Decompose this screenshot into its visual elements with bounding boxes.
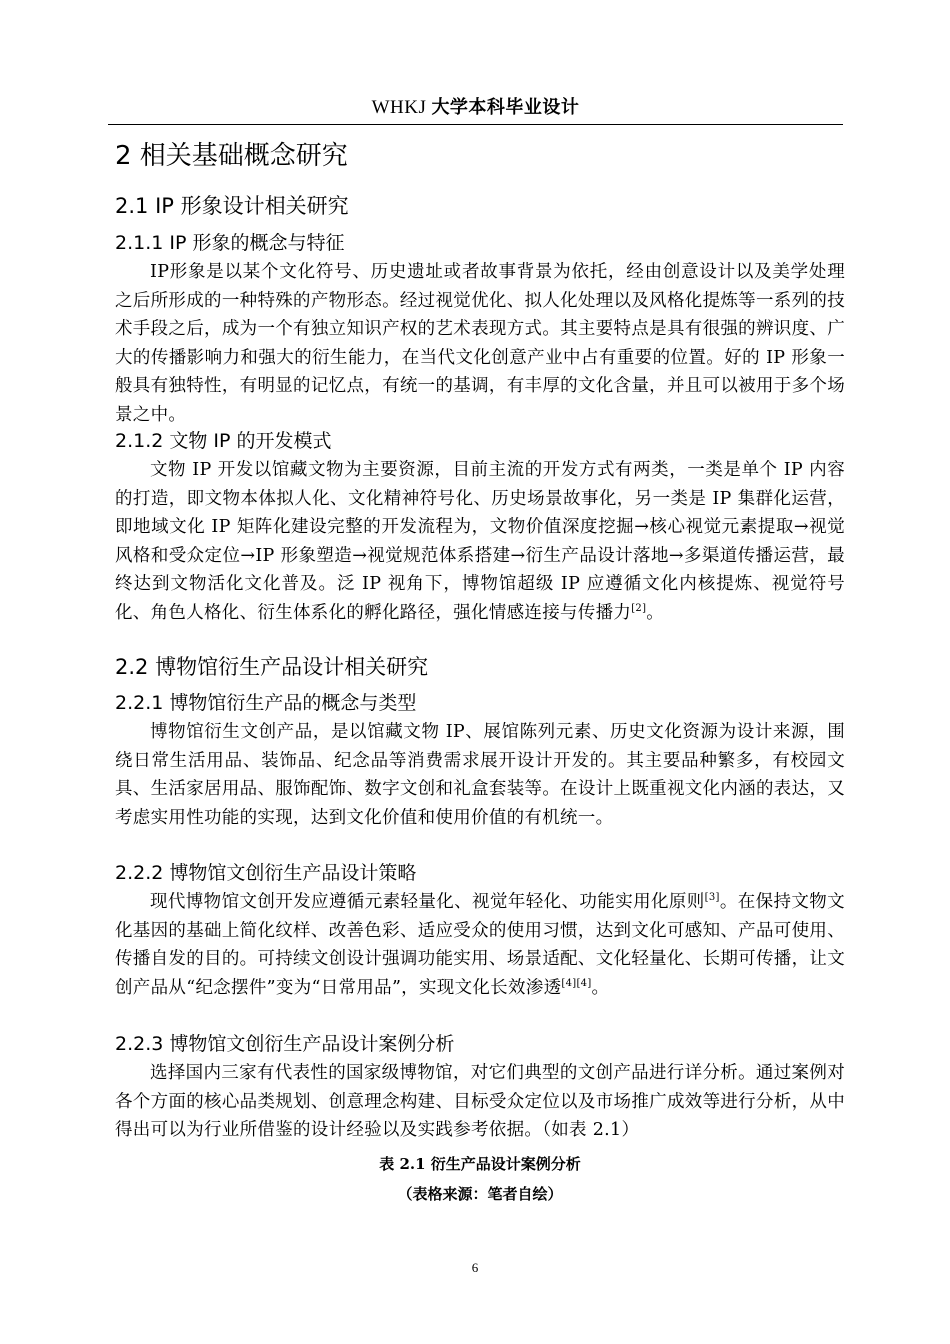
section-2-2-title: 2.2 博物馆衍生产品设计相关研究 — [115, 655, 429, 679]
section-2-1-title: 2.1 IP 形象设计相关研究 — [115, 194, 349, 218]
header-latin: WHKJ — [371, 97, 427, 118]
section-2-2-3-title: 2.2.3 博物馆文创衍生产品设计案例分析 — [115, 1033, 455, 1055]
section-2-1-1-title: 2.1.1 IP 形象的概念与特征 — [115, 232, 345, 254]
section-2-2-2-title: 2.2.2 博物馆文创衍生产品设计策略 — [115, 862, 417, 884]
section-2-2-2-paragraph — [115, 888, 845, 1002]
page-header — [108, 94, 843, 125]
table-source: （表格来源：笔者自绘） — [397, 1185, 563, 1203]
section-2-1-2-title: 2.1.2 文物 IP 的开发模式 — [115, 430, 332, 452]
section-2-2-1-paragraph: 博物馆衍生文创产品，是以馆藏文物 IP、展馆陈列元素、历史文化资源为设计来源，围绕日常生活用品、装饰品、纪念品等消费需求展开设计开发的。其主要品种繁多，有校园文具、生活家居用品、服饰配饰、数字文创和礼盒套装等。在设计上既重视文化内涵的表达，又考虑实用性功能的实现，达到文化价值和使用价值的有机统一。 — [115, 722, 845, 828]
section-2-1-1-paragraph: IP形象是以某个文化符号、历史遗址或者故事背景为依托，经由创意设计以及美学处理之后所形成的一种特殊的产物形态。经过视觉优化、拟人化处理以及风格化提炼等一系列的技术手段之后，成为一个有独立知识产权的艺术表现方式。其主要特点是具有很强的辨识度、广大的传播影响力和强大的衍生能力，在当代文化创意产业中占有重要的位置。好的 IP 形象一般具有独特性，有明显的记忆点，有统一的基调，有丰厚的文化含量，并且可以被用于多个场景之中。 — [115, 262, 845, 425]
section-2-2-2-text-b: 。在保持文物文化基因的基础上简化纹样、改善色彩、适应受众的使用习惯，达到文化可感知、产品可使用、传播自发的目的。可持续文创设计强调功能实用、场景适配、文化轻量化、长期可传播，让文创产品从“纪念摆件”变为“日常用品”，实现文化长效渗透 — [115, 892, 845, 998]
header-title: 大学本科毕业设计 — [431, 97, 580, 118]
section-2-2-3-paragraph: 选择国内三家有代表性的国家级博物馆，对它们典型的文创产品进行详分析。通过案例对各个方面的核心品类规划、创意理念构建、目标受众定位以及市场推广成效等进行分析，从中得出可以为行业所借鉴的设计经验以及实践参考依据。（如表 2.1） — [115, 1063, 845, 1140]
section-2-1-2-paragraph — [115, 456, 845, 627]
chapter-title: 2 相关基础概念研究 — [115, 141, 348, 171]
section-2-2-2-text-a: 现代博物馆文创开发应遵循元素轻量化、视觉年轻化、功能实用化原则 — [150, 892, 705, 912]
citation-4: [4][4] — [561, 977, 592, 989]
section-2-1-2-tail: 。 — [646, 602, 665, 623]
section-2-2-1-title: 2.2.1 博物馆衍生产品的概念与类型 — [115, 692, 417, 714]
page-number: 6 — [471, 1260, 479, 1275]
section-2-2-2-tail: 。 — [591, 977, 610, 998]
section-2-1-2-text: 文物 IP 开发以馆藏文物为主要资源，目前主流的开发方式有两类，一类是单个 IP 内容的打造，即文物本体拟人化、文化精神符号化、历史场景故事化，另一类是 IP 集群化运营，即地域文化 IP 矩阵化建设完整的开发流程为，文物价值深度挖掘→核心视觉元素提取→视觉风格和受众定位→IP 形象塑造→视觉规范体系搭建→衍生产品设计落地→多渠道传播运营，最终达到文物活化文化普及。泛 IP 视角下，博物馆超级 IP 应遵循文化内核提炼、视觉符号化、角色人格化、衍生体系化的孵化路径，强化情感连接与传播力 — [115, 460, 845, 623]
citation-2: [2] — [631, 602, 647, 614]
table-caption: 表 2.1 衍生产品设计案例分析 — [379, 1155, 581, 1173]
citation-3: [3] — [704, 892, 720, 904]
